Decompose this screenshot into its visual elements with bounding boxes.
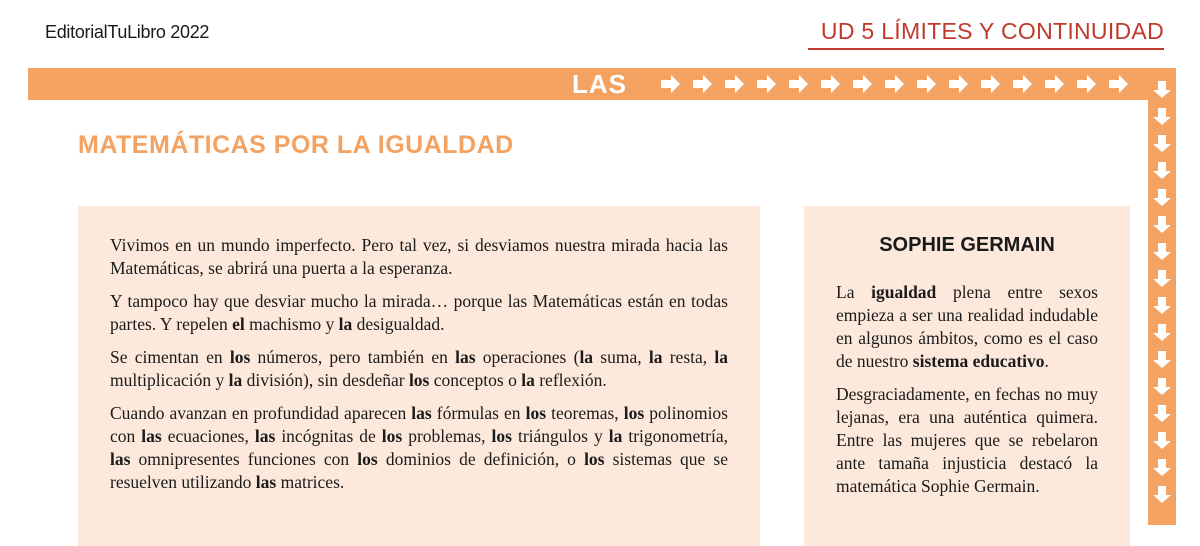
arrow-down-icon (1152, 269, 1172, 288)
paragraph (110, 234, 728, 280)
bold-run: la (648, 347, 663, 367)
bold-run: las (455, 347, 476, 367)
text-run: dominios de definición, o (377, 449, 585, 469)
text-run: Vivimos en un mundo imperfecto. Pero tal vez, si desviamos nuestra mirada hacia las Matemáticas, se abrirá una puerta a la esperanza. (110, 235, 728, 278)
arrow-right-icon (692, 74, 713, 94)
bold-run: los (623, 403, 645, 423)
arrow-right-icon (724, 74, 745, 94)
arrow-down-icon (1152, 431, 1172, 450)
arrow-right-icon (756, 74, 777, 94)
arrow-right-icon (884, 74, 905, 94)
text-run: ecuaciones, (161, 426, 255, 446)
text-run: resta, (662, 347, 715, 367)
bold-run: las (110, 449, 131, 469)
text-run: reflexión. (534, 370, 607, 390)
paragraph (110, 402, 728, 494)
bold-run: las (254, 426, 276, 446)
bold-run: las (141, 426, 162, 446)
bold-run: los (584, 449, 605, 469)
text-run: Desgraciadamente, en fechas no muy lejanas, era una auténtica quimera. Entre las mujeres que se rebelaron ante tamaña injusticia destacó la matemática Sophie Germain. (836, 384, 1098, 496)
text-run: Se cimentan en (110, 347, 230, 367)
arrow-down-icon (1152, 458, 1172, 477)
text-run: Y tampoco hay que desviar mucho la mirada… porque las Matemáticas están en todas partes. Y repelen (110, 291, 728, 334)
text-run: . (1044, 351, 1049, 371)
text-run: multiplicación y (110, 370, 229, 390)
arrow-right-icon (916, 74, 937, 94)
horizontal-arrow-row (660, 74, 1129, 94)
bold-run: la (521, 370, 535, 390)
bold-run: el (232, 314, 245, 334)
unit-title: UD 5 LÍMITES Y CONTINUIDAD (820, 18, 1164, 44)
bold-run: los (357, 449, 378, 469)
vertical-arrow-column (1152, 80, 1172, 504)
section-title: MATEMÁTICAS POR LA IGUALDAD (78, 131, 514, 159)
text-run: suma, (593, 347, 649, 367)
arrow-right-icon (1076, 74, 1097, 94)
arrow-down-icon (1152, 242, 1172, 261)
text-run: matrices. (276, 472, 345, 492)
arrow-down-icon (1152, 188, 1172, 207)
text-run: plena entre sexos empieza a ser una realidad indudable en algunos ámbitos, como es el caso de nuestro (836, 282, 1098, 371)
text-run: números, pero también en (250, 347, 456, 367)
text-run: polinomios con (110, 403, 728, 446)
bold-run: los (491, 426, 512, 446)
arrow-down-icon (1152, 377, 1172, 396)
bold-run: los (381, 426, 403, 446)
arrow-right-icon (1044, 74, 1065, 94)
bold-run: la (714, 347, 728, 367)
arrow-down-icon (1152, 323, 1172, 342)
arrow-down-icon (1152, 350, 1172, 369)
arrow-right-icon (1012, 74, 1033, 94)
bold-run: los (408, 370, 430, 390)
arrow-down-icon (1152, 404, 1172, 423)
bold-run: la (228, 370, 243, 390)
arrow-down-icon (1152, 107, 1172, 126)
publisher-label: EditorialTuLibro 2022 (45, 22, 210, 42)
arrow-right-icon (948, 74, 969, 94)
text-run: La (836, 282, 872, 302)
bold-run: las (411, 403, 432, 423)
sidebar-text (836, 281, 1098, 508)
arrow-right-icon (852, 74, 873, 94)
arrow-right-icon (820, 74, 841, 94)
arrow-right-icon (980, 74, 1001, 94)
text-run: machismo y (244, 314, 339, 334)
paragraph (110, 290, 728, 336)
text-run: Cuando avanzan en profundidad aparecen (110, 403, 412, 423)
arrow-down-icon (1152, 485, 1172, 504)
arrow-down-icon (1152, 296, 1172, 315)
text-run: teoremas, (546, 403, 624, 423)
bold-run: las (255, 472, 277, 492)
text-run: sistemas que se resuelven utilizando (110, 449, 728, 492)
bold-run: la (608, 426, 623, 446)
bold-run: la (579, 347, 594, 367)
text-run: omnipresentes funciones con (130, 449, 358, 469)
sidebar-title: SOPHIE GERMAIN (879, 234, 1055, 256)
text-run: fórmulas en (431, 403, 526, 423)
arrow-down-icon (1152, 215, 1172, 234)
arrow-down-icon (1152, 134, 1172, 153)
bold-run: la (338, 314, 353, 334)
arrow-right-icon (788, 74, 809, 94)
paragraph (110, 346, 728, 392)
header-rule (808, 48, 1164, 50)
text-run: división), sin desdeñar (242, 370, 409, 390)
text-run: incógnitas de (275, 426, 382, 446)
bold-run: los (525, 403, 547, 423)
text-run: conceptos o (429, 370, 522, 390)
text-run: trigonometría, (622, 426, 728, 446)
bold-run: igualdad (871, 282, 937, 302)
bold-run: los (229, 347, 251, 367)
band-label: LAS (572, 69, 627, 99)
paragraph (836, 383, 1098, 498)
arrow-down-icon (1152, 161, 1172, 180)
bold-run: sistema educativo (912, 351, 1045, 371)
arrow-right-icon (660, 74, 681, 94)
main-text (110, 234, 728, 504)
arrow-right-icon (1108, 74, 1129, 94)
arrow-down-icon (1152, 80, 1172, 99)
text-run: problemas, (402, 426, 492, 446)
text-run: triángulos y (511, 426, 609, 446)
text-run: operaciones ( (475, 347, 580, 367)
paragraph (836, 281, 1098, 373)
text-run: desigualdad. (352, 314, 445, 334)
